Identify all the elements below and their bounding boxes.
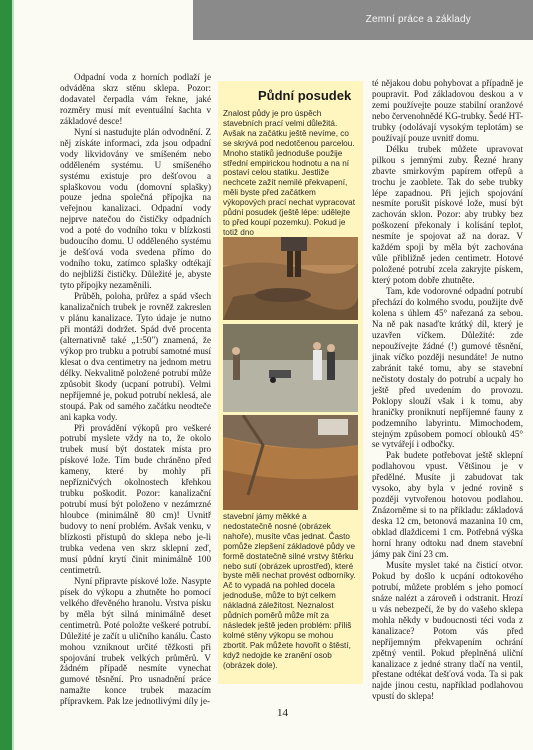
photo-gravel-layer-workers <box>223 324 358 412</box>
text-column-left <box>60 72 211 707</box>
paragraph: Pak budete potřebovat ještě sklepní podlahovou vpust. Většinou je v předělné. Musíte ji zabudovat tak vysoko, aby byla v jedné rovině s později vytvořenou hotovou podlahou. Znázorněme si to na příkladu: základová deska 12 cm, betonová mazanina 10 cm, obklad dlaždicemi 1 cm. Potřebná výška horní hrany odtoku nad dnem stavební jámy pak činí 23 cm. <box>372 450 523 559</box>
green-page-edge <box>0 0 12 750</box>
paragraph: Průběh, poloha, průřez a spád všech kanalizačních trubek je rovněž zakreslen v plánu kanalizace. Tyto údaje je nutno při montáži dodržet. Spád dvě procenta (alternativně také „1:50") znamená, že výkop pro trubku a potrubí samotné musí klesat o dva centimetry na jednom metru délky. Nekvalitně položené potrubí může způsobit škody (ucpaní potrubí). Velmi nepříjemné je, pokud potrubí neklesá, ale stoupá. Pak od samého začátku neodteče ani kapka vody. <box>60 291 211 422</box>
sidebar-text-top: Znalost půdy je pro úspěch stavebních prací velmi důležitá. Avšak na začátku ještě nevíme, co se skrývá pod nedotčenou parcelou. Mnoho statiků jednoduše použije střední empirickou hodnotu a na ní postaví celou statiku. Jestliže nechcete zažít nemilé překvapení, měli byste před začátkem výkopových prací nechat vypracovat půdní posudek (ještě lépe: udělejte to před koupí pozemku). Pokud je totiž dno <box>223 109 355 237</box>
page-number: 14 <box>277 707 288 719</box>
page-edge-highlight <box>12 0 14 750</box>
running-header-title: Zemní práce a základy <box>365 14 471 25</box>
photo-collapsed-pit-wall <box>223 415 358 510</box>
paragraph: Nyní si nastudujte plán odvodnění. Z něj získáte informaci, zda jsou odpadní vody likvidovány ve smíšeném nebo odděleném systému. U smíšeného systému existuje pro dešťovou a splaškovou vodu (domovní splašky) pouze jedna společná přípojka na veřejnou kanalizaci. Odpadní vody nejprve natečou do čističky odpadních vod a poté do vodního toku v blízkosti budoucího domu. U odděleného systému je dešťová voda svedena přímo do vodního toku, zatímco splašky odtékají do nejbližší čističky. Důležité je, abyste tyto přípojky nezaměnili. <box>60 126 211 291</box>
text-column-right <box>372 78 523 702</box>
paragraph: Tam, kde vodorovné odpadní potrubí přechází do kolmého svodu, použijte dvě kolena s úhlem 45° nařezaná za sebou. Na ně pak nasaďte krátký díl, který je uzavřen víčkem. Důležité: zde nepoužívejte žádné (!) gumové těsnění, jinak víčko později nesundáte! Je nutno zabránit také tomu, aby se stavební nečistoty dostaly do potrubí a ucpaly ho ještě před uvedením do provozu. Poklopy slouží však i k tomu, aby hraničky proniknutí nepříjemné fauny z podzemního labyrintu. Mimochodem, stejným způsobem pomocí oblouků 45° se vytvářejí i odbočky. <box>372 286 523 450</box>
paragraph: Odpadní voda z horních podlaží je odváděna skrz stěnu sklepa. Pozor: dodavatel čerpadla vám řekne, jaké rozměry musí mít eventuální šachta v základové desce! <box>60 72 211 126</box>
photo-soft-pit-bottom <box>223 237 358 320</box>
paragraph: Nyní připravte pískové lože. Nasypte písek do výkopu a zhutněte ho pomocí velkého dřevěného hranolu. Vrstva písku by měla být silná minimálně deset centimetrů. Poté položte veškeré potrubí. Důležité je začít u uličního kanálu. Často mohou vzniknout určité těžkosti při spojování trubek velkých průměrů. V žádném případě nesmíte vynechat gumové těsnění. Pro usnadnění práce namažte konce trubek mazacím přípravkem. Pak lze jednotlivými díly je- <box>60 575 211 707</box>
running-header-bar <box>193 0 533 40</box>
paragraph: Při provádění výkopů pro veškeré potrubí myslete vždy na to, že okolo trubek musí být dostatek místa pro pískové lože. Tím bude chráněno před kameny, které by mohly při nepřízničvých okolnostech křehkou trubku poškodit. Pozor: kanalizační potrubí musí být položeno v nezámrzné hloubce (minimálně 80 cm)! Uvnitř budovy to není problém. Avšak venku, v blízkosti přístupů do sklepa nebo je-li trubka vedena ven skrz sklepní zeď, musí půdní krytí činit minimálně 100 centimetrů. <box>60 422 211 575</box>
paragraph: Délku trubek můžete upravovat pilkou s jemnými zuby. Řezné hrany zbavte smirkovým papírem otřepů a trochu je zaoblete. Tak do sebe trubky lépe zapadnou. Při jejich spojování nesmíte porušit pískové lože, musí být zachován sklon. Pozor: aby trubky bez poškození překonaly i kolísání teplot, nesmíte je spojovat až na doraz. V každém spoji by měla být zachována vůle přibližně jeden centimetr. Hotové položené potrubí zcela zakryjte pískem, který potom dobře zhutněte. <box>372 143 523 286</box>
sidebar-text-bottom: stavební jámy měkké a nedostatečně nosné (obrázek nahoře), musíte včas jednat. Často pomůže zlepšení základové půdy ve formě dostatečně silné vrstvy štěrku nebo sutí (obrázek uprostřed), které byste měli nechat provést odborníky. Ač to vypadá na pohled docela jednoduše, může to být celkem nákladná záležitost. Neznalost půdních poměrů může mít za následek ještě jeden problém: příliš kolmé stěny výkopu se mohou zbortit. Pak můžete hovořit o štěstí, když nedojde ke zranění osob (obrázek dole). <box>223 512 356 670</box>
paragraph-continued: té nějakou dobu pohybovat a případně je poupravit. Pod základovou deskou a v zemi používejte pouze stabilní oranžové nebo červenohnědé KG-trubky. Šedé HT-trubky (odolávají vysokým teplotám) se používají pouze uvnitř domu. <box>372 78 523 143</box>
paragraph: Musíte myslet také na čisticí otvor. Pokud by došlo k ucpání odtokového potrubí, můžete problém s jeho pomocí snáze nalézt a zároveň i odstranit. Hrozí u vás nebezpečí, že by do vašeho sklepa mohla někdy v budoucnosti téci voda z kanalizace? Potom vás před nepříjemným překvapením ochrání zpětný ventil. Pokud přeplněná uliční kanalizace z jedné strany tlačí na ventil, přestane odtékat dešťová voda. Ta si pak najde jinou cestu, například podlahovou vpustí do sklepa! <box>372 559 523 702</box>
sidebar-title: Půdní posudek <box>258 88 352 103</box>
